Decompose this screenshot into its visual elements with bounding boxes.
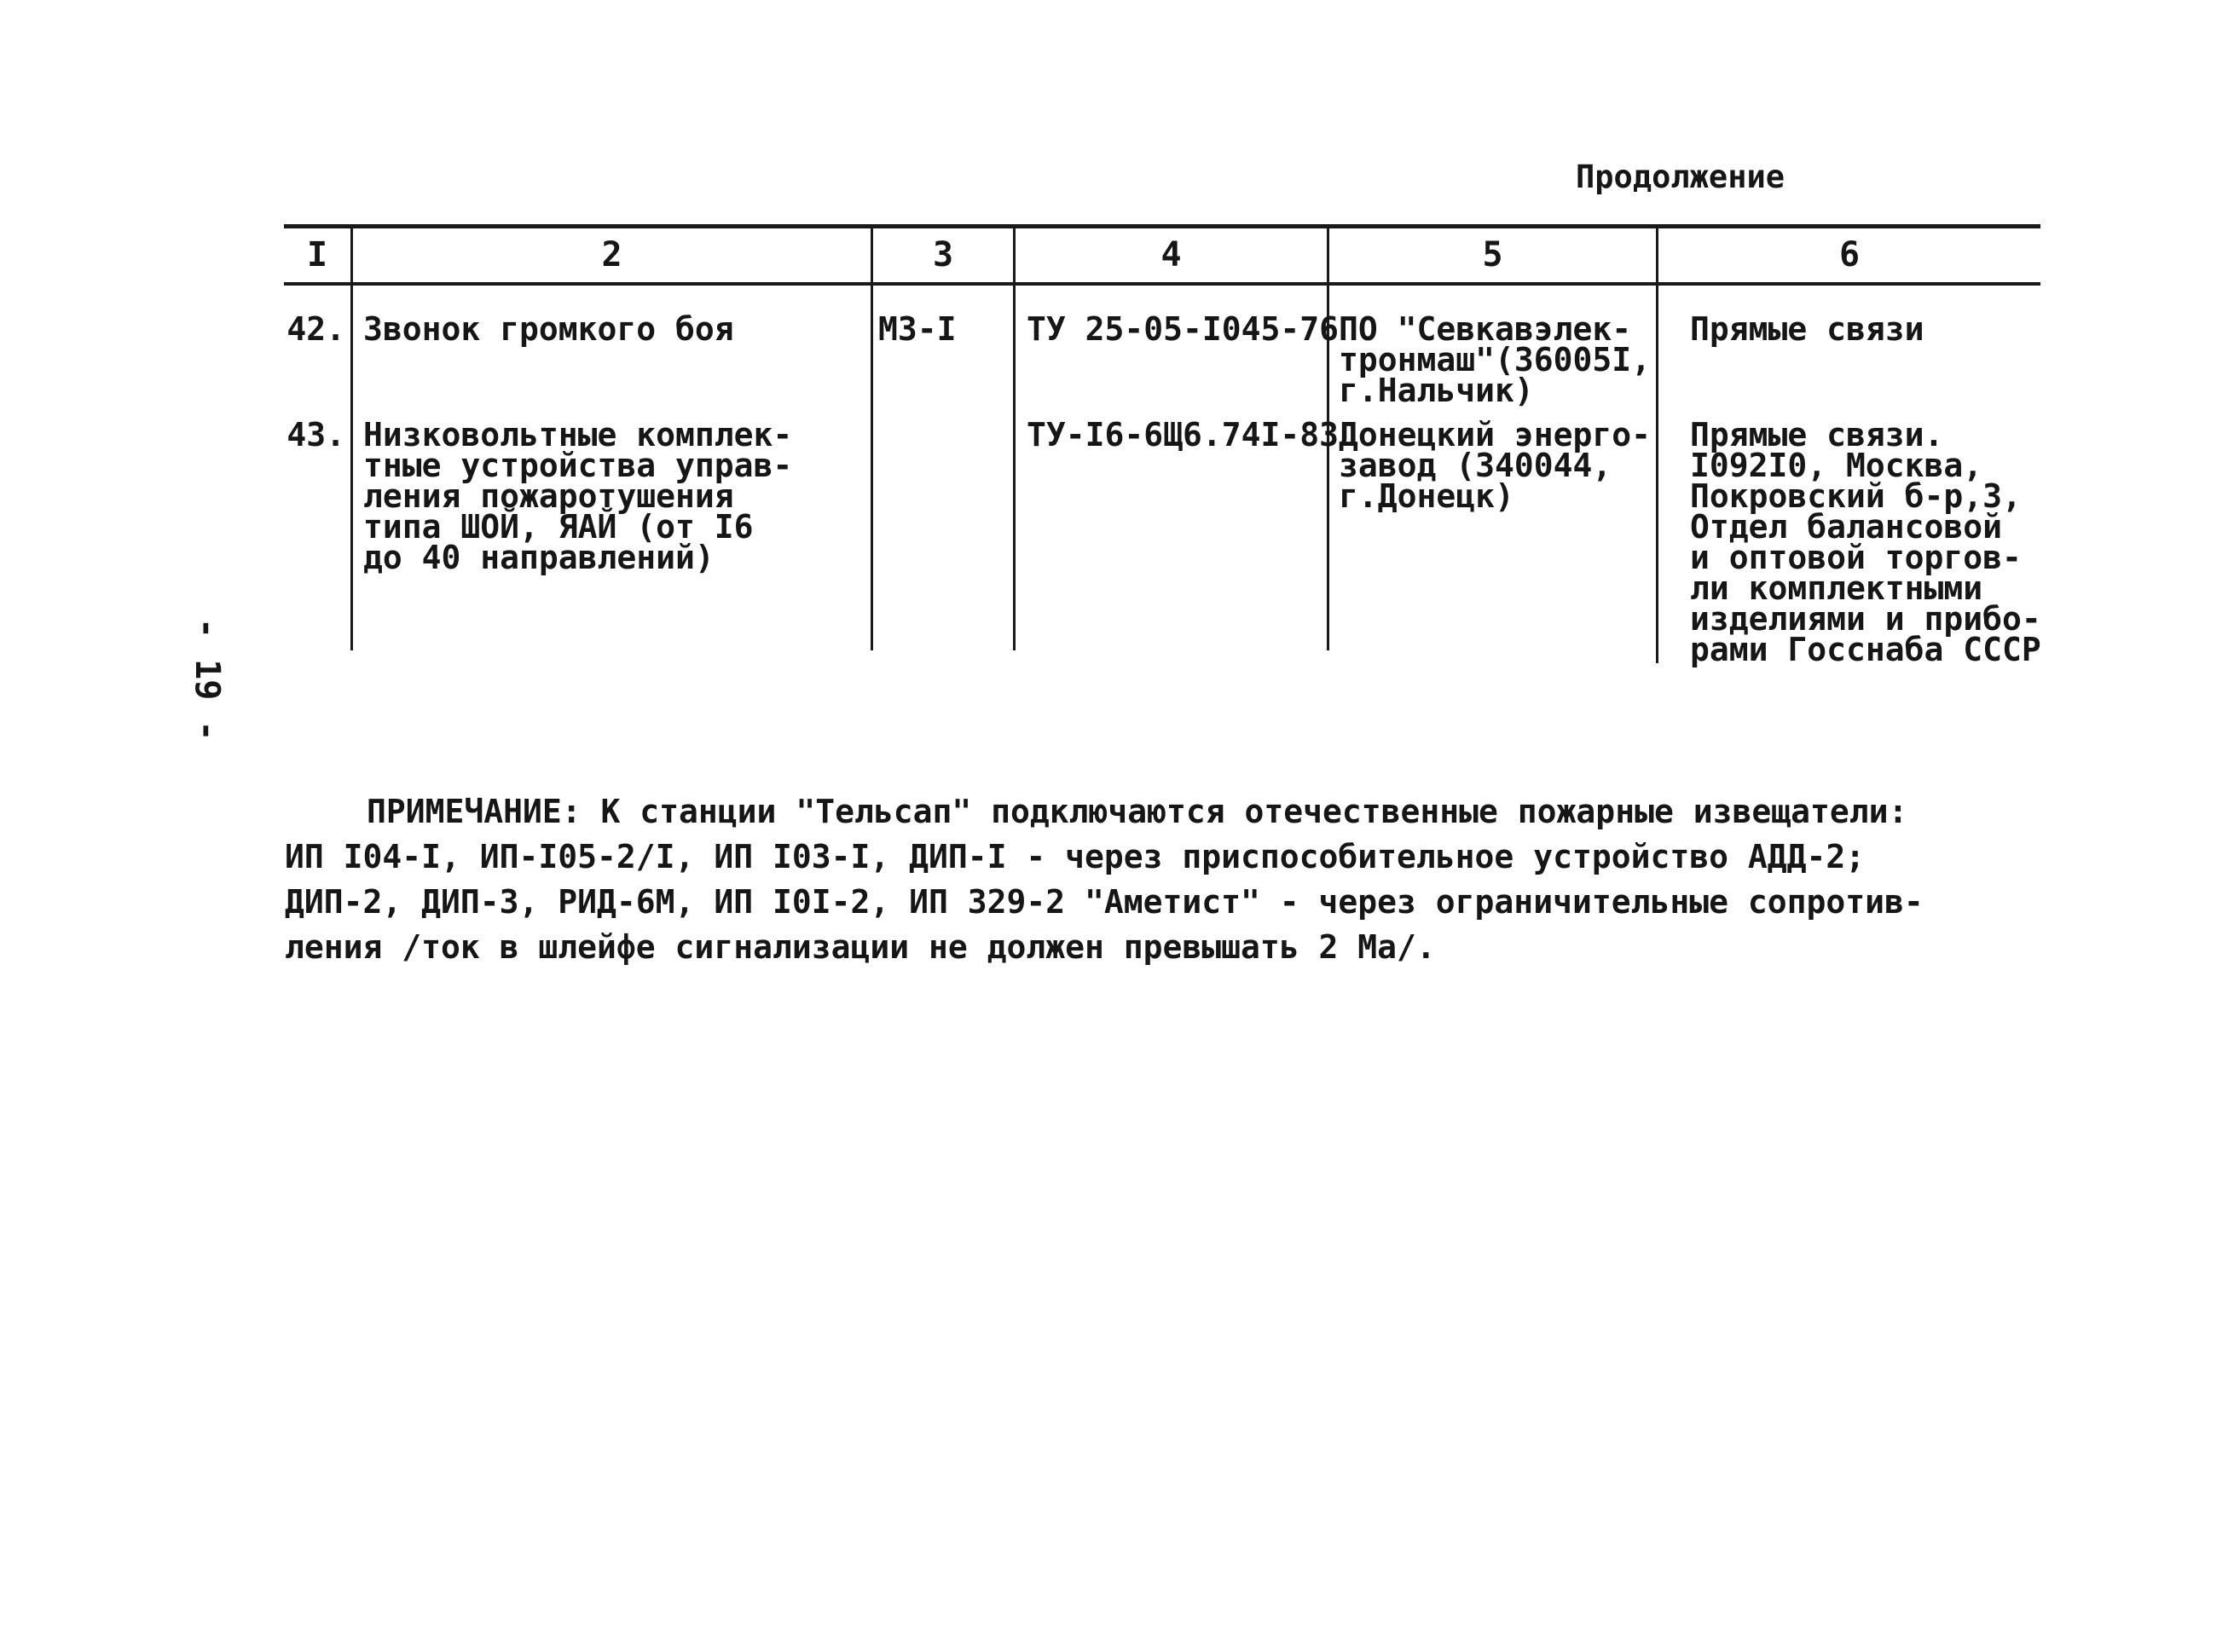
item-name: Звонок громкого боя [363,310,734,348]
row-number: 42. [286,310,345,348]
item-name: Низковольтные комплек- тные устройства управ- ления пожаротушения типа ШОЙ, ЯАЙ (от I6 до 40 направлений) [363,416,793,576]
column-divider [871,224,873,650]
item-standard: ТУ-I6-6Щ6.74I-83 [1027,416,1340,453]
item-standard: ТУ 25-05-I045-76 [1027,310,1340,348]
column-divider [350,224,353,650]
header-col-2: 2 [601,235,622,274]
page-number: - 19 - [188,618,227,742]
note-line: ДИП-2, ДИП-3, РИД-6М, ИП I0I-2, ИП 329-2 "Аметист" - через ограничительные сопротив- [285,883,1924,921]
note-line: ления /ток в шлейфе сигнализации не должен превышать 2 Ма/. [285,928,1436,966]
item-manufacturer: ПО "Севкавэлек- тронмаш"(36005I, г.Нальчик) [1339,310,1652,409]
header-col-5: 5 [1482,235,1503,274]
row-number: 43. [286,416,345,453]
note-line: ИП I04-I, ИП-I05-2/I, ИП I03-I, ДИП-I - через приспособительное устройство АДД-2; [285,838,1866,875]
item-type: МЗ-I [878,310,957,348]
header-col-6: 6 [1838,235,1861,274]
header-col-4: 4 [1160,235,1182,274]
column-divider [1656,224,1658,663]
item-manufacturer: Донецкий энерго- завод (340044, г.Донецк) [1339,416,1652,515]
table-top-rule [284,224,2040,228]
header-col-1: I [306,235,328,274]
continuation-label: Продолжение [1576,159,1785,195]
item-supply: Прямые связи. I092I0, Москва, Покровский б-р,3, Отдел балансовой и оптовой торгов- ли комплектными изделиями и прибо- рами Госснаба СССР [1690,416,2041,668]
note-line: ПРИМЕЧАНИЕ: К станции "Тельсап" подключаются отечественные пожарные извещатели: [367,793,1908,830]
table-header-rule [284,282,2040,286]
item-supply: Прямые связи [1690,310,1924,348]
header-col-3: 3 [932,235,954,274]
column-divider [1013,224,1016,650]
note [285,789,1922,970]
